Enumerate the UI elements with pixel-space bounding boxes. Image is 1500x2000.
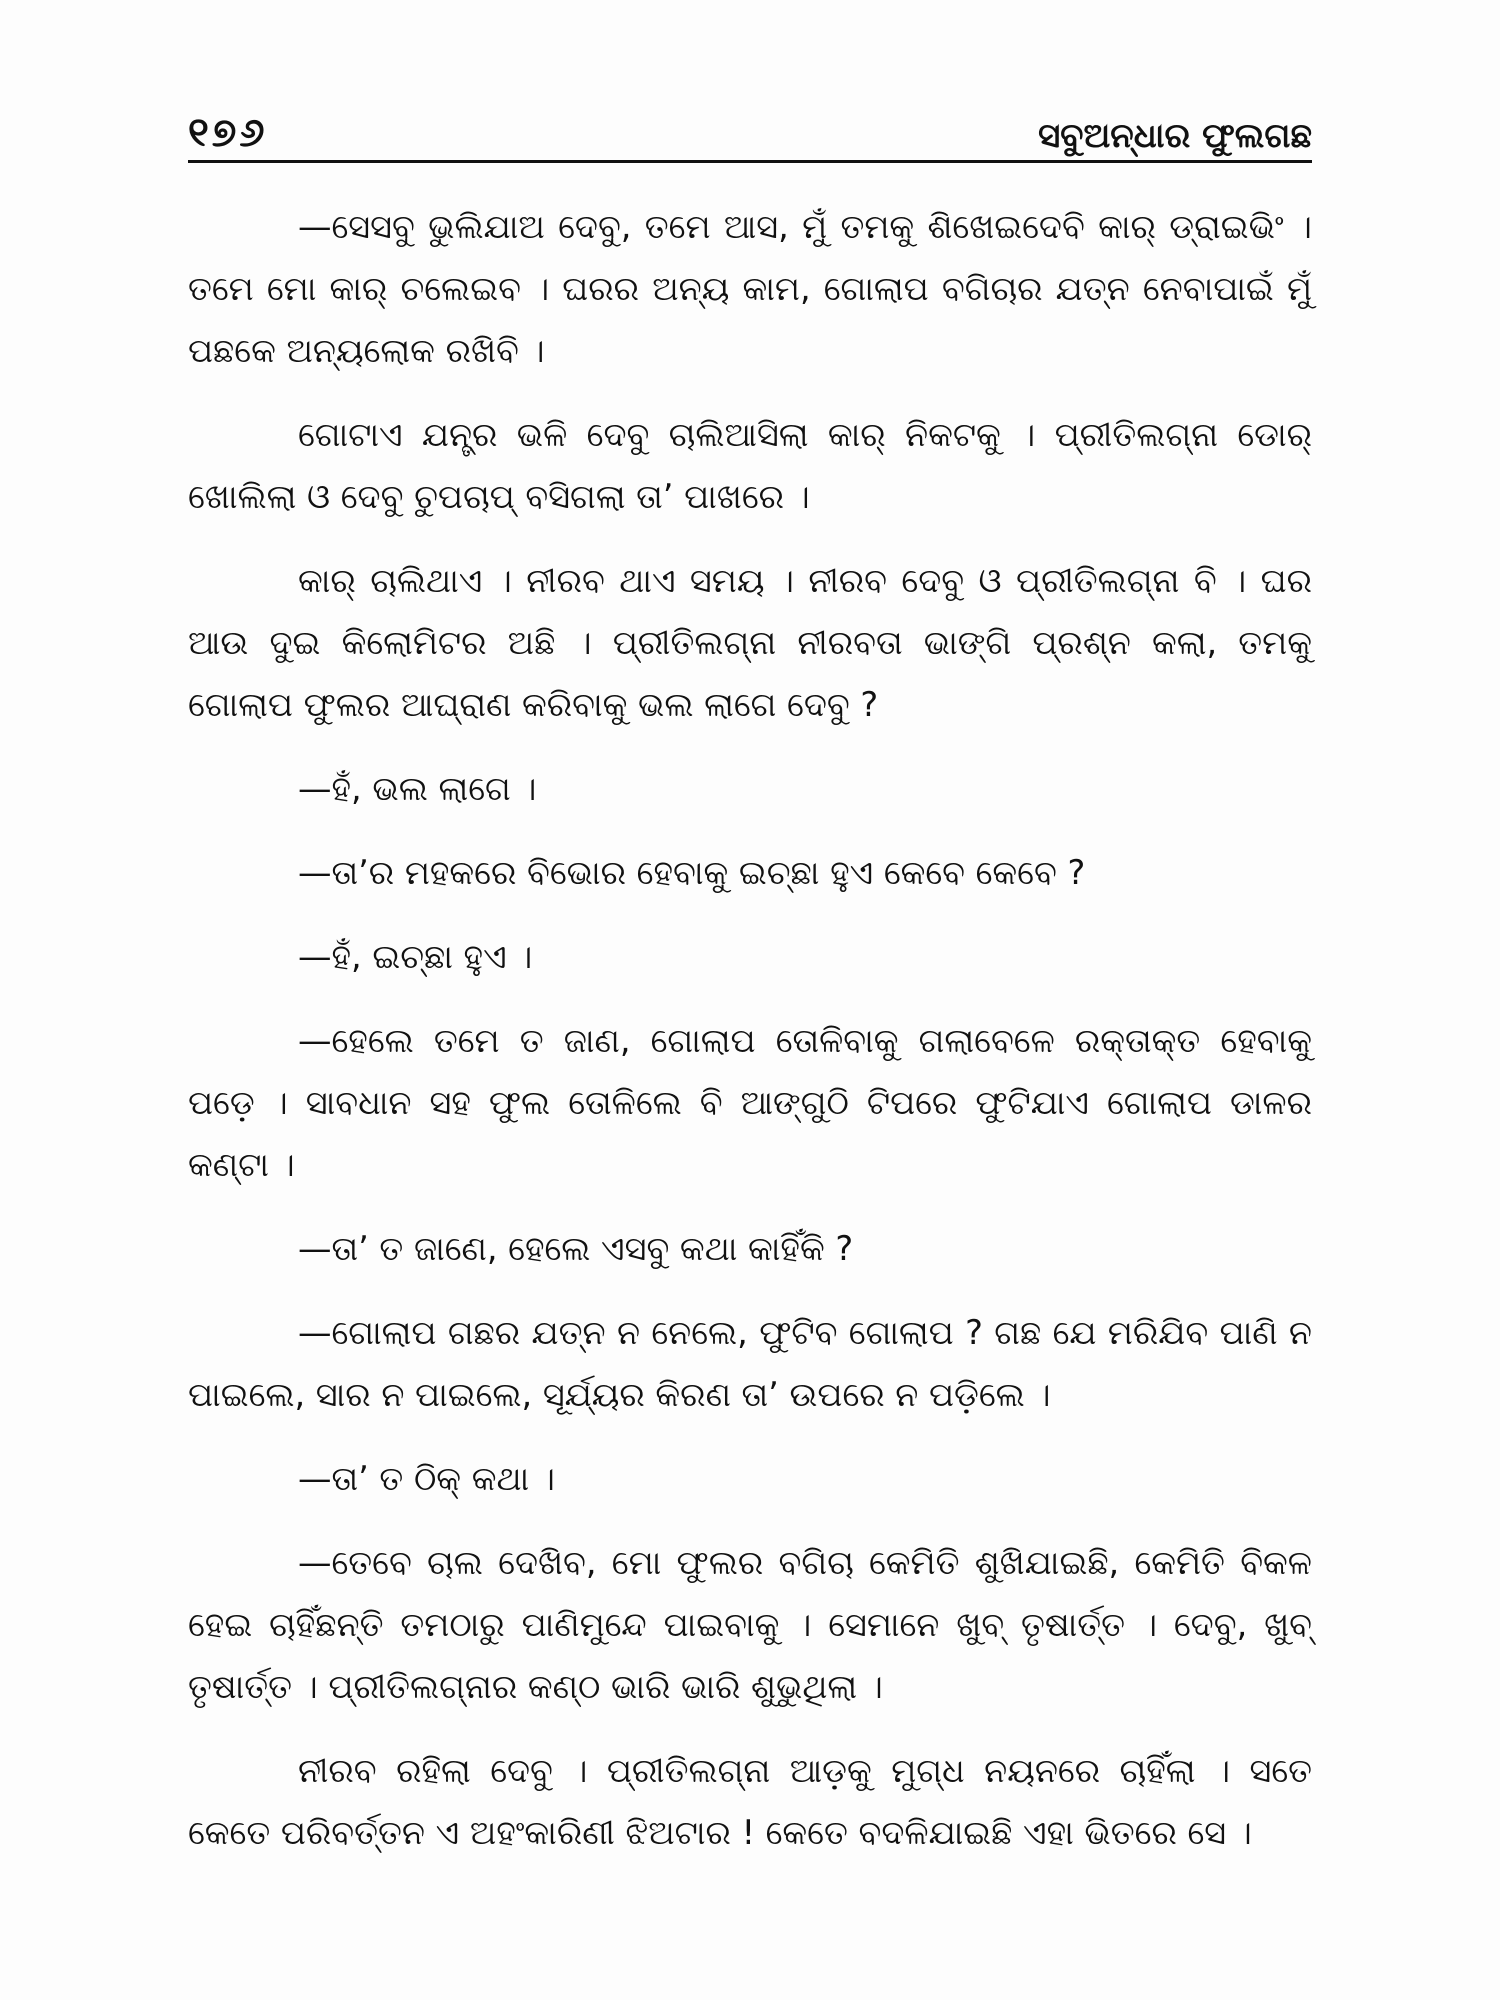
paragraph: —ତେବେ ଚାଲ ଦେଖିବ, ମୋ ଫୁଲର ବଗିଚା କେମିତି ଶୁଖିଯାଇଛି, କେମିତି ବିକଳ ହେଇ ଚାହିଁଛନ୍ତି ତମଠାରୁ ପାଣିମୁନ୍ଦେ ପାଇବାକୁ । ସେମାନେ ଖୁବ୍ ତୃଷାର୍ତ୍ତ । ଦେବୁ, ଖୁବ୍ ତୃଷାର୍ତ୍ତ । ପ୍ରୀତିଲଗ୍ନାର କଣ୍ଠ ଭାରି ଭାରି ଶୁଭୁଥିଲା । bbox=[188, 1543, 1312, 1706]
paragraph: ଗୋଟାଏ ଯନ୍ତ୍ର ଭଳି ଦେବୁ ଚାଲିଆସିଲା କାର୍ ନିକଟକୁ । ପ୍ରୀତିଲଗ୍ନା ଡୋର୍ ଖୋଲିଲା ଓ ଦେବୁ ଚୁପଚାପ୍ ବସିଗଲା ତା’ ପାଖରେ । bbox=[188, 415, 1312, 516]
header-rule bbox=[188, 160, 1312, 163]
paragraph: —ହେଲେ ତମେ ତ ଜାଣ, ଗୋଲାପ ତୋଳିବାକୁ ଗଲାବେଳେ ରକ୍ତାକ୍ତ ହେବାକୁ ପଡ଼େ । ସାବଧାନ ସହ ଫୁଲ ତୋଳିଲେ ବି ଆଙ୍ଗୁଠି ଟିପରେ ଫୁଟିଯାଏ ଗୋଲାପ ଡାଳର କଣ୍ଟା । bbox=[188, 1021, 1312, 1184]
paragraph: —ସେସବୁ ଭୁଲିଯାଅ ଦେବୁ, ତମେ ଆସ, ମୁଁ ତମକୁ ଶିଖେଇଦେବି କାର୍ ଡ୍ରାଇଭିଂ । ତମେ ମୋ କାର୍ ଚଲେଇବ । ଘରର ଅନ୍ୟ କାମ, ଗୋଲାପ ବଗିଚାର ଯତ୍ନ ନେବାପାଇଁ ମୁଁ ପଛକେ ଅନ୍ୟଲୋକ ରଖିବି । bbox=[188, 207, 1312, 370]
paragraph: —ଗୋଲାପ ଗଛର ଯତ୍ନ ନ ନେଲେ, ଫୁଟିବ ଗୋଲାପ ? ଗଛ ଯେ ମରିଯିବ ପାଣି ନ ପାଇଲେ, ସାର ନ ପାଇଲେ, ସୂର୍ଯ୍ୟର କିରଣ ତା’ ଉପରେ ନ ପଡ଼ିଲେ । bbox=[188, 1313, 1312, 1414]
paragraph: —ତା’ ତ ଜାଣେ, ହେଲେ ଏସବୁ କଥା କାହିଁକି ? bbox=[298, 1229, 854, 1268]
page-number: ୧୭୬ bbox=[188, 110, 268, 156]
paragraph: —ତା’ ତ ଠିକ୍ କଥା । bbox=[298, 1459, 555, 1498]
body-text bbox=[188, 196, 1312, 1886]
paragraph: —ତା’ର ମହକରେ ବିଭୋର ହେବାକୁ ଇଚ୍ଛା ହୁଏ କେବେ କେବେ ? bbox=[298, 853, 1086, 892]
paragraph: ନୀରବ ରହିଲା ଦେବୁ । ପ୍ରୀତିଲଗ୍ନା ଆଡ଼କୁ ମୁଗ୍ଧ ନୟନରେ ଚାହିଁଲା । ସତେ କେତେ ପରିବର୍ତ୍ତନ ଏ ଅହଂକାରିଣୀ ଝିଅଟାର ! କେତେ ବଦଳିଯାଇଛି ଏହା ଭିତରେ ସେ । bbox=[188, 1751, 1312, 1852]
paragraph: କାର୍ ଚାଲିଥାଏ । ନୀରବ ଥାଏ ସମୟ । ନୀରବ ଦେବୁ ଓ ପ୍ରୀତିଲଗ୍ନା ବି । ଘର ଆଉ ଦୁଇ କିଲୋମିଟର ଅଛି । ପ୍ରୀତିଲଗ୍ନା ନୀରବତା ଭାଙ୍ଗି ପ୍ରଶ୍ନ କଲା, ତମକୁ ଗୋଲାପ ଫୁଲର ଆଘ୍ରାଣ କରିବାକୁ ଭଲ ଲାଗେ ଦେବୁ ? bbox=[188, 561, 1312, 724]
running-title: ସବୁଅନ୍ଧାର ଫୁଲଗଛ bbox=[1038, 116, 1312, 156]
page-header bbox=[188, 96, 1312, 156]
paragraph: —ହଁ, ଭଲ ଲାଗେ । bbox=[298, 769, 537, 808]
paragraph: —ହଁ, ଇଚ୍ଛା ହୁଏ । bbox=[298, 937, 533, 976]
